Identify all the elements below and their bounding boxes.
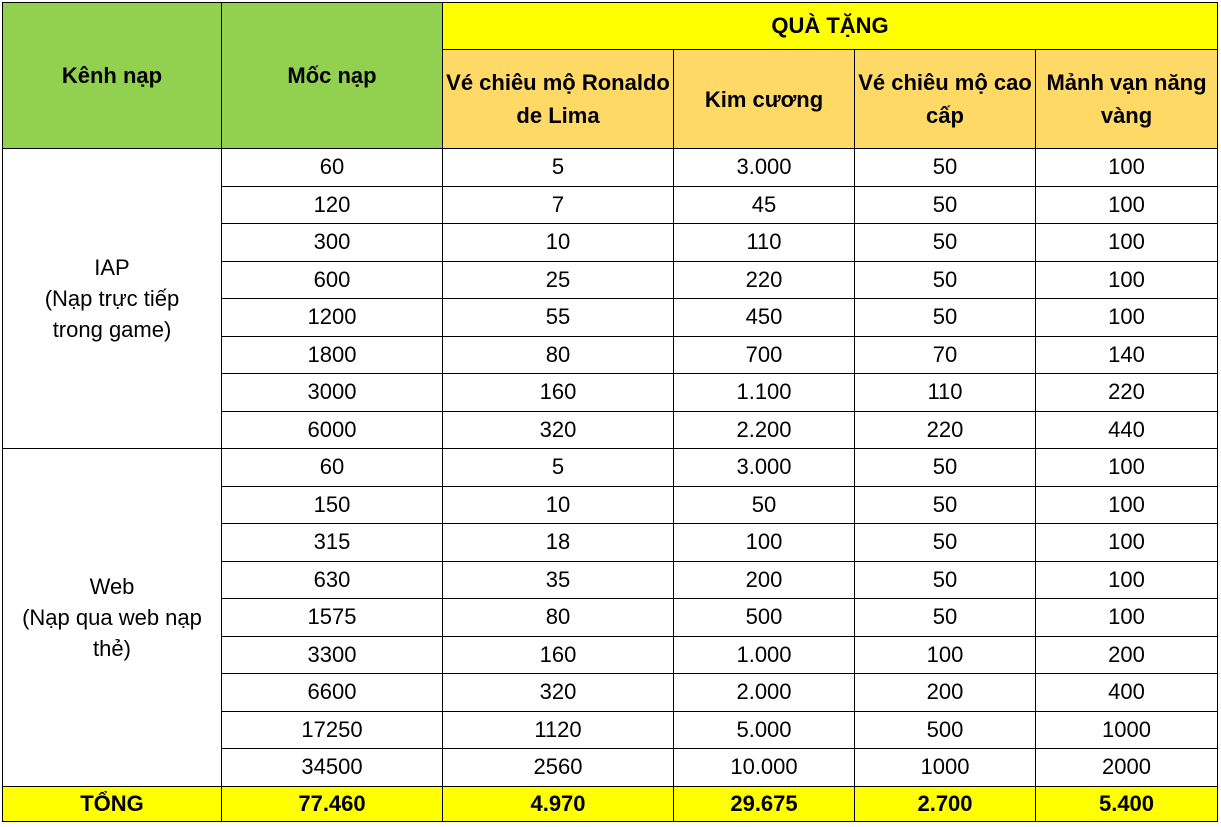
gift-cell: 220 [855, 411, 1036, 449]
total-row [3, 786, 1218, 821]
channel-header: Kênh nạp [3, 3, 222, 149]
total-value: 4.970 [443, 786, 674, 821]
gift-cell: 50 [855, 224, 1036, 262]
gift-cell: 160 [443, 636, 674, 674]
channel-line: trong game) [52, 317, 172, 342]
rewards-table [2, 2, 1218, 822]
gift-cell: 5 [443, 449, 674, 487]
gift-cell: 50 [855, 149, 1036, 187]
gift-cell: 400 [1036, 674, 1218, 712]
gift-cell: 160 [443, 374, 674, 412]
gift-col-premium-ticket: Vé chiêu mộ cao cấp [855, 50, 1036, 149]
gift-cell: 200 [1036, 636, 1218, 674]
milestone-cell: 6000 [222, 411, 443, 449]
gift-cell: 10.000 [674, 749, 855, 787]
gift-cell: 100 [855, 636, 1036, 674]
gift-cell: 100 [1036, 486, 1218, 524]
gift-cell: 18 [443, 524, 674, 562]
gift-col-ronaldo: Vé chiêu mộ Ronaldo de Lima [443, 50, 674, 149]
gift-cell: 2000 [1036, 749, 1218, 787]
gift-cell: 25 [443, 261, 674, 299]
milestone-cell: 315 [222, 524, 443, 562]
gift-cell: 320 [443, 411, 674, 449]
gift-col-gold-shard: Mảnh vạn năng vàng [1036, 50, 1218, 149]
gift-cell: 500 [855, 711, 1036, 749]
channel-line: thẻ) [93, 635, 131, 661]
channel-cell [3, 149, 222, 449]
milestone-cell: 1800 [222, 336, 443, 374]
milestone-cell: 6600 [222, 674, 443, 712]
gift-col-diamond: Kim cương [674, 50, 855, 149]
total-value: 29.675 [674, 786, 855, 821]
total-value: 77.460 [222, 786, 443, 821]
gifts-header: QUÀ TẶNG [443, 3, 1218, 50]
gift-cell: 100 [1036, 561, 1218, 599]
gift-cell: 1120 [443, 711, 674, 749]
gift-cell: 100 [1036, 261, 1218, 299]
gift-cell: 450 [674, 299, 855, 337]
gift-cell: 440 [1036, 411, 1218, 449]
gift-cell: 220 [674, 261, 855, 299]
gift-cell: 50 [855, 524, 1036, 562]
milestone-cell: 60 [222, 449, 443, 487]
channel-line: (Nạp qua web nạp [22, 604, 202, 630]
gift-cell: 200 [674, 561, 855, 599]
gift-cell: 100 [674, 524, 855, 562]
gift-cell: 220 [1036, 374, 1218, 412]
milestone-cell: 120 [222, 186, 443, 224]
gift-cell: 50 [855, 561, 1036, 599]
gift-cell: 2.200 [674, 411, 855, 449]
gift-cell: 1.000 [674, 636, 855, 674]
gift-cell: 10 [443, 486, 674, 524]
total-value: 2.700 [855, 786, 1036, 821]
gift-cell: 100 [1036, 186, 1218, 224]
gift-cell: 100 [1036, 224, 1218, 262]
milestone-cell: 1575 [222, 599, 443, 637]
gift-cell: 80 [443, 599, 674, 637]
gift-cell: 110 [674, 224, 855, 262]
gift-cell: 7 [443, 186, 674, 224]
channel-cell [3, 449, 222, 787]
gift-cell: 10 [443, 224, 674, 262]
gift-cell: 55 [443, 299, 674, 337]
channel-line: (Nạp trực tiếp [44, 286, 180, 311]
gift-cell: 110 [855, 374, 1036, 412]
gift-cell: 50 [855, 261, 1036, 299]
gift-cell: 50 [855, 449, 1036, 487]
milestone-cell: 1200 [222, 299, 443, 337]
gift-cell: 50 [855, 186, 1036, 224]
gift-cell: 3.000 [674, 149, 855, 187]
gift-cell: 700 [674, 336, 855, 374]
gift-cell: 1000 [1036, 711, 1218, 749]
table-row [3, 149, 1218, 187]
gift-cell: 200 [855, 674, 1036, 712]
milestone-cell: 150 [222, 486, 443, 524]
gift-cell: 100 [1036, 449, 1218, 487]
milestone-cell: 630 [222, 561, 443, 599]
gift-cell: 5 [443, 149, 674, 187]
milestone-cell: 60 [222, 149, 443, 187]
gift-cell: 100 [1036, 149, 1218, 187]
gift-cell: 70 [855, 336, 1036, 374]
gift-cell: 80 [443, 336, 674, 374]
gift-cell: 50 [855, 486, 1036, 524]
total-label: TỔNG [3, 786, 222, 821]
milestone-cell: 17250 [222, 711, 443, 749]
milestone-cell: 3000 [222, 374, 443, 412]
gift-cell: 50 [855, 599, 1036, 637]
gift-cell: 2.000 [674, 674, 855, 712]
gift-cell: 5.000 [674, 711, 855, 749]
gift-cell: 1.100 [674, 374, 855, 412]
milestone-cell: 600 [222, 261, 443, 299]
channel-line: IAP [94, 255, 130, 280]
gift-cell: 500 [674, 599, 855, 637]
table-body [3, 149, 1218, 822]
gift-cell: 100 [1036, 299, 1218, 337]
gift-cell: 3.000 [674, 449, 855, 487]
gift-cell: 45 [674, 186, 855, 224]
total-value: 5.400 [1036, 786, 1218, 821]
milestone-cell: 34500 [222, 749, 443, 787]
gift-cell: 100 [1036, 599, 1218, 637]
milestone-header: Mốc nạp [222, 3, 443, 149]
gift-cell: 1000 [855, 749, 1036, 787]
gift-cell: 35 [443, 561, 674, 599]
milestone-cell: 3300 [222, 636, 443, 674]
gift-cell: 50 [855, 299, 1036, 337]
channel-line: Web [89, 573, 135, 599]
milestone-cell: 300 [222, 224, 443, 262]
gift-cell: 50 [674, 486, 855, 524]
table-row [3, 449, 1218, 487]
gift-cell: 2560 [443, 749, 674, 787]
gift-cell: 140 [1036, 336, 1218, 374]
gift-cell: 100 [1036, 524, 1218, 562]
gift-cell: 320 [443, 674, 674, 712]
